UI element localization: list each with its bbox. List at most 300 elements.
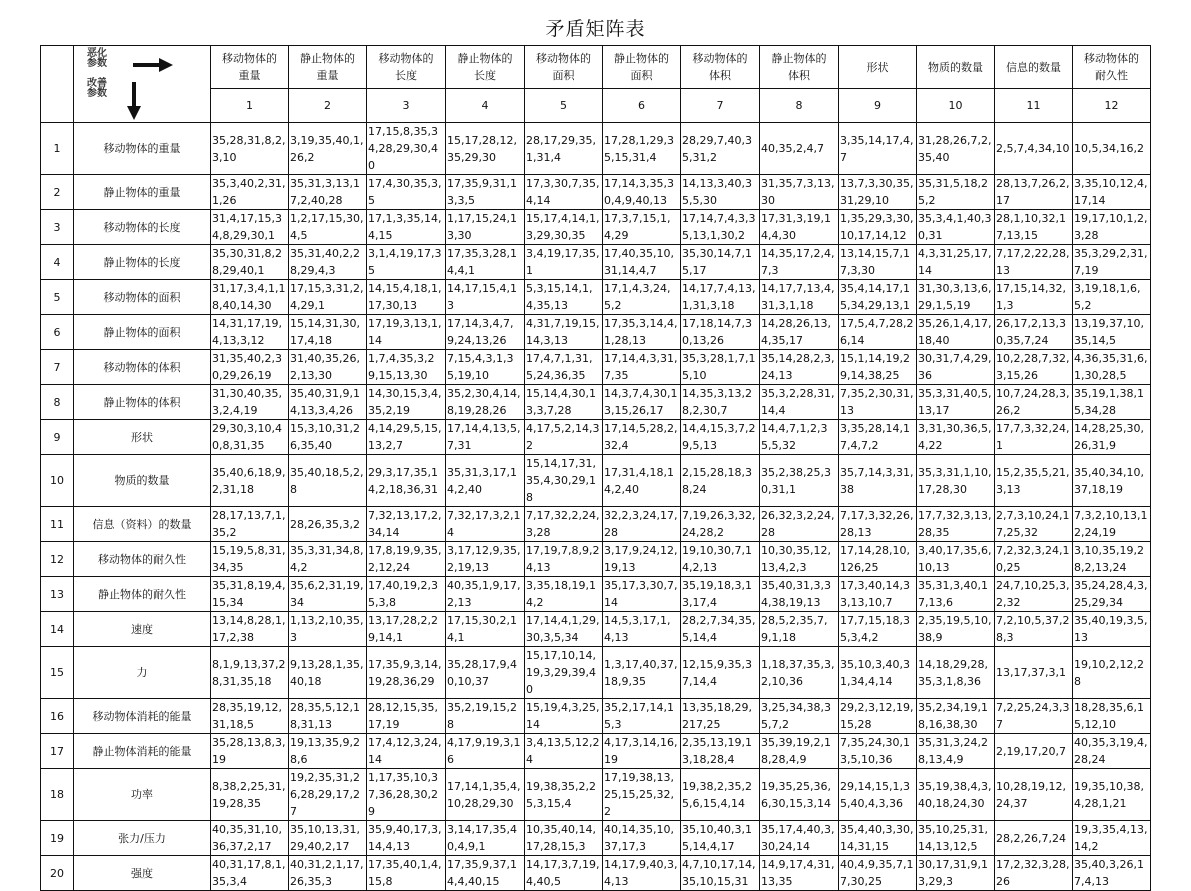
matrix-cell: 14,4,7,1,2,35,5,32: [760, 420, 839, 455]
matrix-cell: 3,1,4,19,17,35: [367, 245, 446, 280]
matrix-cell: 10,30,35,12,13,4,2,3: [760, 542, 839, 577]
matrix-cell: 31,28,26,7,2,35,40: [917, 123, 995, 175]
matrix-cell: 4,36,35,31,6,1,30,28,5: [1073, 350, 1151, 385]
matrix-cell: 3,4,19,17,35,1: [525, 245, 603, 280]
column-header-number: 10: [917, 89, 995, 123]
matrix-cell: 13,19,37,10,35,14,5: [1073, 315, 1151, 350]
row-parameter-name: 张力/压力: [74, 821, 211, 856]
row-number: 6: [41, 315, 74, 350]
matrix-cell: 35,3,31,40,5,13,17: [917, 385, 995, 420]
matrix-cell: 17,35,40,1,4,15,8: [367, 856, 446, 891]
matrix-cell: 17,2,32,3,28,26: [995, 856, 1073, 891]
matrix-cell: 14,15,4,18,1,17,30,13: [367, 280, 446, 315]
row-number: 5: [41, 280, 74, 315]
matrix-cell: 7,35,24,30,13,5,10,36: [839, 734, 917, 769]
matrix-cell: 17,35,3,28,14,4,1: [446, 245, 525, 280]
row-parameter-name: 信息（资料）的数量: [74, 507, 211, 542]
table-row: [41, 821, 1151, 856]
row-number: 19: [41, 821, 74, 856]
table-row: [41, 455, 1151, 507]
matrix-cell: 17,15,3,31,2,4,29,1: [289, 280, 367, 315]
matrix-cell: 17,19,7,8,9,24,13: [525, 542, 603, 577]
matrix-cell: 35,40,18,5,2,8: [289, 455, 367, 507]
matrix-cell: 14,35,3,13,28,2,30,7: [681, 385, 760, 420]
row-parameter-name: 移动物体的重量: [74, 123, 211, 175]
matrix-cell: 15,19,5,8,31,34,35: [211, 542, 289, 577]
matrix-cell: 35,3,2,28,31,14,4: [760, 385, 839, 420]
matrix-cell: 13,35,18,29,217,25: [681, 699, 760, 734]
row-number: 12: [41, 542, 74, 577]
row-parameter-name: 静止物体的体积: [74, 385, 211, 420]
matrix-cell: 35,31,8,19,4,15,34: [211, 577, 289, 612]
row-parameter-name: 静止物体的面积: [74, 315, 211, 350]
matrix-cell: 19,35,25,36,6,30,15,3,14: [760, 769, 839, 821]
row-number: 13: [41, 577, 74, 612]
table-row: [41, 245, 1151, 280]
table-row: [41, 734, 1151, 769]
matrix-cell: 35,30,14,7,15,17: [681, 245, 760, 280]
matrix-cell: 4,31,7,19,15,14,3,13: [525, 315, 603, 350]
matrix-cell: 35,31,3,17,14,2,40: [446, 455, 525, 507]
column-header-number: 12: [1073, 89, 1151, 123]
matrix-cell: 19,38,35,2,25,3,15,4: [525, 769, 603, 821]
matrix-cell: 17,19,38,13,25,15,25,32,2: [603, 769, 681, 821]
matrix-cell: 31,30,40,35,3,2,4,19: [211, 385, 289, 420]
matrix-cell: 14,4,15,3,7,29,5,13: [681, 420, 760, 455]
matrix-cell: 14,28,26,13,4,35,17: [760, 315, 839, 350]
matrix-cell: 28,12,15,35,17,19: [367, 699, 446, 734]
matrix-cell: 15,19,4,3,25,14: [525, 699, 603, 734]
matrix-cell: 7,2,10,5,37,28,3: [995, 612, 1073, 647]
matrix-cell: 28,2,7,34,35,5,14,4: [681, 612, 760, 647]
matrix-cell: 35,10,13,31,29,40,2,17: [289, 821, 367, 856]
matrix-cell: 35,30,31,8,28,29,40,1: [211, 245, 289, 280]
matrix-cell: 15,3,10,31,26,35,40: [289, 420, 367, 455]
matrix-cell: 14,17,7,4,13,1,31,3,18: [681, 280, 760, 315]
table-row: [41, 542, 1151, 577]
matrix-cell: 15,17,28,12,35,29,30: [446, 123, 525, 175]
matrix-cell: 19,38,2,35,25,6,15,4,14: [681, 769, 760, 821]
matrix-cell: 35,19,18,3,13,17,4: [681, 577, 760, 612]
matrix-cell: 17,35,9,31,13,3,5: [446, 175, 525, 210]
matrix-cell: 28,1,10,32,17,13,15: [995, 210, 1073, 245]
matrix-cell: 35,7,14,3,31,38: [839, 455, 917, 507]
matrix-cell: 17,35,3,14,4,1,28,13: [603, 315, 681, 350]
matrix-cell: 28,2,26,7,24: [995, 821, 1073, 856]
matrix-cell: 29,30,3,10,40,8,31,35: [211, 420, 289, 455]
matrix-cell: 5,3,15,14,1,4,35,13: [525, 280, 603, 315]
matrix-cell: 7,2,25,24,3,37: [995, 699, 1073, 734]
table-row: [41, 123, 1151, 175]
matrix-cell: 17,5,4,7,28,26,14: [839, 315, 917, 350]
matrix-cell: 35,3,31,1,10,17,28,30: [917, 455, 995, 507]
matrix-cell: 35,28,13,8,3,19: [211, 734, 289, 769]
matrix-cell: 15,14,4,30,13,3,7,28: [525, 385, 603, 420]
matrix-cell: 35,9,40,17,3,14,4,13: [367, 821, 446, 856]
matrix-cell: 15,14,31,30,17,4,18: [289, 315, 367, 350]
matrix-cell: 31,30,3,13,6,29,1,5,19: [917, 280, 995, 315]
matrix-cell: 10,28,19,12,24,37: [995, 769, 1073, 821]
matrix-cell: 14,17,7,13,4,31,3,1,18: [760, 280, 839, 315]
matrix-cell: 35,40,31,9,14,13,3,4,26: [289, 385, 367, 420]
row-parameter-name: 强度: [74, 856, 211, 891]
matrix-cell: 35,2,19,15,28: [446, 699, 525, 734]
matrix-cell: 3,4,13,5,12,24: [525, 734, 603, 769]
contradiction-matrix-table: [40, 45, 1151, 891]
row-parameter-name: 移动物体的长度: [74, 210, 211, 245]
matrix-cell: 17,3,7,15,1,4,29: [603, 210, 681, 245]
matrix-cell: 35,3,40,2,31,1,26: [211, 175, 289, 210]
matrix-cell: 40,35,3,19,4,28,24: [1073, 734, 1151, 769]
matrix-cell: 1,13,2,10,35,3: [289, 612, 367, 647]
column-header-number: 11: [995, 89, 1073, 123]
row-number: 15: [41, 647, 74, 699]
matrix-cell: 35,24,28,4,3,25,29,34: [1073, 577, 1151, 612]
matrix-cell: 14,3,7,4,30,13,15,26,17: [603, 385, 681, 420]
matrix-cell: 1,18,37,35,3,2,10,36: [760, 647, 839, 699]
column-header-number: 4: [446, 89, 525, 123]
corner-blank-cell: [41, 46, 74, 123]
row-parameter-name: 力: [74, 647, 211, 699]
row-number: 17: [41, 734, 74, 769]
table-row: [41, 385, 1151, 420]
matrix-cell: 14,35,17,2,4,7,3: [760, 245, 839, 280]
row-parameter-name: 静止物体的长度: [74, 245, 211, 280]
matrix-cell: 18,28,35,6,15,12,10: [1073, 699, 1151, 734]
row-parameter-name: 移动物体的耐久性: [74, 542, 211, 577]
column-header-number: 8: [760, 89, 839, 123]
matrix-cell: 17,14,4,13,5,7,31: [446, 420, 525, 455]
matrix-cell: 35,14,28,2,3,24,13: [760, 350, 839, 385]
matrix-cell: 35,28,17,9,40,10,37: [446, 647, 525, 699]
column-header-number: 6: [603, 89, 681, 123]
matrix-cell: 17,14,1,35,4,10,28,29,30: [446, 769, 525, 821]
matrix-cell: 19,35,10,38,4,28,1,21: [1073, 769, 1151, 821]
matrix-cell: 30,31,7,4,29,36: [917, 350, 995, 385]
matrix-cell: 40,4,9,35,7,17,30,25: [839, 856, 917, 891]
matrix-cell: 17,35,9,3,14,19,28,36,29: [367, 647, 446, 699]
matrix-cell: 31,35,7,3,13,30: [760, 175, 839, 210]
matrix-cell: 2,19,17,20,7: [995, 734, 1073, 769]
matrix-cell: 35,40,3,26,17,4,13: [1073, 856, 1151, 891]
row-parameter-name: 静止物体消耗的能量: [74, 734, 211, 769]
matrix-cell: 17,14,4,1,29,30,3,5,34: [525, 612, 603, 647]
matrix-cell: 28,26,35,3,2: [289, 507, 367, 542]
matrix-cell: 35,3,29,2,31,7,19: [1073, 245, 1151, 280]
matrix-cell: 3,40,17,35,6,10,13: [917, 542, 995, 577]
matrix-cell: 14,31,17,19,4,13,3,12: [211, 315, 289, 350]
matrix-cell: 17,19,3,13,1,14: [367, 315, 446, 350]
matrix-cell: 35,31,5,18,25,2: [917, 175, 995, 210]
matrix-cell: 1,7,4,35,3,29,15,13,30: [367, 350, 446, 385]
row-number: 18: [41, 769, 74, 821]
matrix-cell: 13,17,37,3,1: [995, 647, 1073, 699]
column-header-name: 移动物体的 体积: [681, 46, 760, 89]
matrix-cell: 4,14,29,5,15,13,2,7: [367, 420, 446, 455]
matrix-cell: 1,17,15,24,13,30: [446, 210, 525, 245]
matrix-cell: 28,13,7,26,2,17: [995, 175, 1073, 210]
matrix-cell: 17,35,9,37,14,4,40,15: [446, 856, 525, 891]
matrix-cell: 35,3,31,34,8,4,2: [289, 542, 367, 577]
matrix-cell: 19,13,35,9,28,6: [289, 734, 367, 769]
matrix-cell: 2,35,19,5,10,38,9: [917, 612, 995, 647]
matrix-cell: 7,17,2,22,28,13: [995, 245, 1073, 280]
matrix-cell: 35,4,14,17,15,34,29,13,1: [839, 280, 917, 315]
matrix-cell: 8,1,9,13,37,28,31,35,18: [211, 647, 289, 699]
matrix-cell: 40,35,2,4,7: [760, 123, 839, 175]
matrix-cell: 40,31,17,8,1,35,3,4: [211, 856, 289, 891]
table-row: [41, 577, 1151, 612]
matrix-cell: 35,31,3,24,28,13,4,9: [917, 734, 995, 769]
matrix-cell: 17,15,14,32,1,3: [995, 280, 1073, 315]
matrix-cell: 35,10,25,31,14,13,12,5: [917, 821, 995, 856]
table-row: [41, 175, 1151, 210]
matrix-cell: 17,4,12,3,24,14: [367, 734, 446, 769]
matrix-cell: 17,14,7,4,3,35,13,1,30,2: [681, 210, 760, 245]
matrix-cell: 35,39,19,2,18,28,4,9: [760, 734, 839, 769]
column-header-name: 移动物体的 长度: [367, 46, 446, 89]
matrix-cell: 17,14,3,4,7,9,24,13,26: [446, 315, 525, 350]
matrix-cell: 14,28,25,30,26,31,9: [1073, 420, 1151, 455]
matrix-cell: 26,32,3,2,24,28: [760, 507, 839, 542]
matrix-cell: 14,9,17,4,31,13,35: [760, 856, 839, 891]
matrix-cell: 13,7,3,30,35,31,29,10: [839, 175, 917, 210]
matrix-cell: 17,1,3,35,14,4,15: [367, 210, 446, 245]
column-header-name: 移动物体的 重量: [211, 46, 289, 89]
matrix-cell: 15,17,4,14,1,3,29,30,35: [525, 210, 603, 245]
row-parameter-name: 物质的数量: [74, 455, 211, 507]
matrix-cell: 31,17,3,4,1,18,40,14,30: [211, 280, 289, 315]
matrix-cell: 3,35,18,19,14,2: [525, 577, 603, 612]
matrix-cell: 15,14,17,31,35,4,30,29,18: [525, 455, 603, 507]
row-parameter-name: 移动物体的体积: [74, 350, 211, 385]
row-number: 3: [41, 210, 74, 245]
column-header-number: 3: [367, 89, 446, 123]
matrix-cell: 3,31,30,36,5,4,22: [917, 420, 995, 455]
matrix-cell: 7,17,3,32,26,28,13: [839, 507, 917, 542]
table-row: [41, 280, 1151, 315]
table-row: [41, 612, 1151, 647]
matrix-cell: 7,17,32,2,24,3,28: [525, 507, 603, 542]
row-number: 1: [41, 123, 74, 175]
matrix-cell: 35,3,28,1,7,15,10: [681, 350, 760, 385]
matrix-cell: 29,14,15,1,35,40,4,3,36: [839, 769, 917, 821]
matrix-cell: 3,19,35,40,1,26,2: [289, 123, 367, 175]
matrix-cell: 4,7,10,17,14,35,10,15,31: [681, 856, 760, 891]
worsening-parameter-label: 恶化 参数: [87, 48, 107, 69]
column-header-number: 7: [681, 89, 760, 123]
row-number: 8: [41, 385, 74, 420]
matrix-cell: 19,2,35,31,26,28,29,17,27: [289, 769, 367, 821]
matrix-cell: 15,2,35,5,21,3,13: [995, 455, 1073, 507]
matrix-cell: 17,31,3,19,14,4,30: [760, 210, 839, 245]
table-row: [41, 315, 1151, 350]
matrix-cell: 4,17,5,2,14,32: [525, 420, 603, 455]
matrix-cell: 29,2,3,12,19,15,28: [839, 699, 917, 734]
matrix-cell: 1,3,17,40,37,18,9,35: [603, 647, 681, 699]
matrix-cell: 4,17,9,19,3,16: [446, 734, 525, 769]
matrix-cell: 17,14,4,3,31,7,35: [603, 350, 681, 385]
matrix-cell: 31,40,35,26,2,13,30: [289, 350, 367, 385]
matrix-cell: 28,35,19,12,31,18,5: [211, 699, 289, 734]
matrix-cell: 35,40,6,18,9,2,31,18: [211, 455, 289, 507]
matrix-cell: 17,7,15,18,35,3,4,2: [839, 612, 917, 647]
matrix-cell: 3,17,9,24,12,19,13: [603, 542, 681, 577]
matrix-cell: 17,3,40,14,33,13,10,7: [839, 577, 917, 612]
matrix-cell: 17,1,4,3,24,5,2: [603, 280, 681, 315]
matrix-cell: 35,31,40,2,28,29,4,3: [289, 245, 367, 280]
table-row: [41, 769, 1151, 821]
matrix-cell: 10,35,40,14,17,28,15,3: [525, 821, 603, 856]
corner-legend-cell: [74, 46, 211, 123]
matrix-cell: 7,15,4,3,1,35,19,10: [446, 350, 525, 385]
matrix-cell: 7,32,17,3,2,14: [446, 507, 525, 542]
column-header-number: 5: [525, 89, 603, 123]
matrix-cell: 17,28,1,29,35,15,31,4: [603, 123, 681, 175]
row-number: 11: [41, 507, 74, 542]
matrix-cell: 35,2,34,19,18,16,38,30: [917, 699, 995, 734]
matrix-cell: 7,35,2,30,31,13: [839, 385, 917, 420]
matrix-cell: 35,40,31,3,34,38,19,13: [760, 577, 839, 612]
matrix-cell: 15,1,14,19,29,14,38,25: [839, 350, 917, 385]
matrix-cell: 19,3,35,4,13,14,2: [1073, 821, 1151, 856]
row-number: 20: [41, 856, 74, 891]
row-parameter-name: 速度: [74, 612, 211, 647]
matrix-cell: 17,3,30,7,35,4,14: [525, 175, 603, 210]
arrow-down-icon: [127, 82, 141, 120]
matrix-cell: 31,35,40,2,30,29,26,19: [211, 350, 289, 385]
matrix-cell: 10,7,24,28,3,26,2: [995, 385, 1073, 420]
matrix-cell: 2,5,7,4,34,10: [995, 123, 1073, 175]
row-parameter-name: 移动物体消耗的能量: [74, 699, 211, 734]
matrix-cell: 17,15,8,35,34,28,29,30,40: [367, 123, 446, 175]
matrix-cell: 7,19,26,3,32,24,28,2: [681, 507, 760, 542]
matrix-cell: 35,10,3,40,31,34,4,14: [839, 647, 917, 699]
table-row: [41, 420, 1151, 455]
column-header-name: 移动物体的 面积: [525, 46, 603, 89]
matrix-cell: 3,17,12,9,35,2,19,13: [446, 542, 525, 577]
matrix-cell: 17,15,30,2,14,1: [446, 612, 525, 647]
matrix-cell: 14,5,3,17,1,4,13: [603, 612, 681, 647]
matrix-cell: 19,17,10,1,2,3,28: [1073, 210, 1151, 245]
matrix-cell: 30,17,31,9,13,29,3: [917, 856, 995, 891]
column-header-name: 静止物体的 重量: [289, 46, 367, 89]
matrix-cell: 35,31,3,40,17,13,6: [917, 577, 995, 612]
matrix-cell: 2,7,3,10,24,17,25,32: [995, 507, 1073, 542]
row-number: 2: [41, 175, 74, 210]
matrix-cell: 17,14,28,10,126,25: [839, 542, 917, 577]
column-header-number: 1: [211, 89, 289, 123]
arrow-right-icon: [133, 58, 173, 72]
matrix-cell: 35,40,19,3,5,13: [1073, 612, 1151, 647]
matrix-cell: 1,2,17,15,30,4,5: [289, 210, 367, 245]
row-number: 4: [41, 245, 74, 280]
matrix-cell: 40,31,2,1,17,26,35,3: [289, 856, 367, 891]
matrix-cell: 35,6,2,31,19,34: [289, 577, 367, 612]
matrix-cell: 35,10,40,3,15,14,4,17: [681, 821, 760, 856]
matrix-cell: 35,26,1,4,17,18,40: [917, 315, 995, 350]
row-parameter-name: 静止物体的重量: [74, 175, 211, 210]
matrix-cell: 3,14,17,35,40,4,9,1: [446, 821, 525, 856]
matrix-cell: 35,28,31,8,2,3,10: [211, 123, 289, 175]
matrix-cell: 17,4,30,35,3,5: [367, 175, 446, 210]
matrix-cell: 28,17,29,35,1,31,4: [525, 123, 603, 175]
matrix-cell: 19,10,30,7,14,2,13: [681, 542, 760, 577]
column-header-number: 9: [839, 89, 917, 123]
matrix-cell: 17,18,14,7,30,13,26: [681, 315, 760, 350]
matrix-cell: 40,14,35,10,37,17,3: [603, 821, 681, 856]
matrix-cell: 3,10,35,19,28,2,13,24: [1073, 542, 1151, 577]
matrix-cell: 35,2,17,14,15,3: [603, 699, 681, 734]
matrix-cell: 3,35,10,12,4,17,14: [1073, 175, 1151, 210]
matrix-cell: 35,2,30,4,14,8,19,28,26: [446, 385, 525, 420]
matrix-cell: 2,35,13,19,13,18,28,4: [681, 734, 760, 769]
table-row: [41, 210, 1151, 245]
matrix-cell: 10,2,28,7,32,3,15,26: [995, 350, 1073, 385]
matrix-cell: 10,5,34,16,2: [1073, 123, 1151, 175]
row-number: 7: [41, 350, 74, 385]
matrix-cell: 9,13,28,1,35,40,18: [289, 647, 367, 699]
matrix-cell: 14,13,3,40,35,5,30: [681, 175, 760, 210]
matrix-cell: 35,4,40,3,30,14,31,15: [839, 821, 917, 856]
row-parameter-name: 静止物体的耐久性: [74, 577, 211, 612]
matrix-cell: 26,17,2,13,30,35,7,24: [995, 315, 1073, 350]
column-header-name: 静止物体的 长度: [446, 46, 525, 89]
matrix-cell: 7,2,32,3,24,10,25: [995, 542, 1073, 577]
column-header-name: 信息的数量: [995, 46, 1073, 89]
matrix-cell: 14,17,15,4,13: [446, 280, 525, 315]
matrix-cell: 17,14,3,35,30,4,9,40,13: [603, 175, 681, 210]
matrix-cell: 7,3,2,10,13,12,24,19: [1073, 507, 1151, 542]
matrix-cell: 17,31,4,18,14,2,40: [603, 455, 681, 507]
matrix-cell: 3,25,34,38,35,7,2: [760, 699, 839, 734]
matrix-cell: 14,18,29,28,35,3,1,8,36: [917, 647, 995, 699]
page-title: 矛盾矩阵表: [545, 18, 646, 40]
table-row: [41, 507, 1151, 542]
matrix-cell: 13,17,28,2,29,14,1: [367, 612, 446, 647]
column-header-name: 静止物体的 体积: [760, 46, 839, 89]
matrix-cell: 40,35,1,9,17,2,13: [446, 577, 525, 612]
matrix-cell: 17,4,7,1,31,5,24,36,35: [525, 350, 603, 385]
matrix-cell: 12,15,9,35,37,14,4: [681, 647, 760, 699]
matrix-cell: 28,29,7,40,35,31,2: [681, 123, 760, 175]
matrix-cell: 14,30,15,3,4,35,2,19: [367, 385, 446, 420]
matrix-cell: 17,7,3,32,24,1: [995, 420, 1073, 455]
column-header-name: 静止物体的 面积: [603, 46, 681, 89]
matrix-cell: 35,17,4,40,3,30,24,14: [760, 821, 839, 856]
matrix-cell: 3,19,18,1,6,5,2: [1073, 280, 1151, 315]
matrix-cell: 4,17,3,14,16,19: [603, 734, 681, 769]
matrix-cell: 14,17,9,40,3,4,13: [603, 856, 681, 891]
row-parameter-name: 形状: [74, 420, 211, 455]
matrix-cell: 14,17,3,7,19,4,40,5: [525, 856, 603, 891]
matrix-cell: 3,35,28,14,17,4,7,2: [839, 420, 917, 455]
row-number: 9: [41, 420, 74, 455]
matrix-cell: 17,7,32,3,13,28,35: [917, 507, 995, 542]
matrix-cell: 35,19,38,4,3,40,18,24,30: [917, 769, 995, 821]
row-number: 14: [41, 612, 74, 647]
matrix-cell: 17,40,35,10,31,14,4,7: [603, 245, 681, 280]
matrix-cell: 3,35,14,17,4,7: [839, 123, 917, 175]
table-row: [41, 856, 1151, 891]
matrix-cell: 24,7,10,25,3,2,32: [995, 577, 1073, 612]
matrix-cell: 35,3,4,1,40,30,31: [917, 210, 995, 245]
column-header-name: 物质的数量: [917, 46, 995, 89]
matrix-cell: 1,35,29,3,30,10,17,14,12: [839, 210, 917, 245]
column-header-name: 形状: [839, 46, 917, 89]
table-row: [41, 350, 1151, 385]
matrix-cell: 28,5,2,35,7,9,1,18: [760, 612, 839, 647]
